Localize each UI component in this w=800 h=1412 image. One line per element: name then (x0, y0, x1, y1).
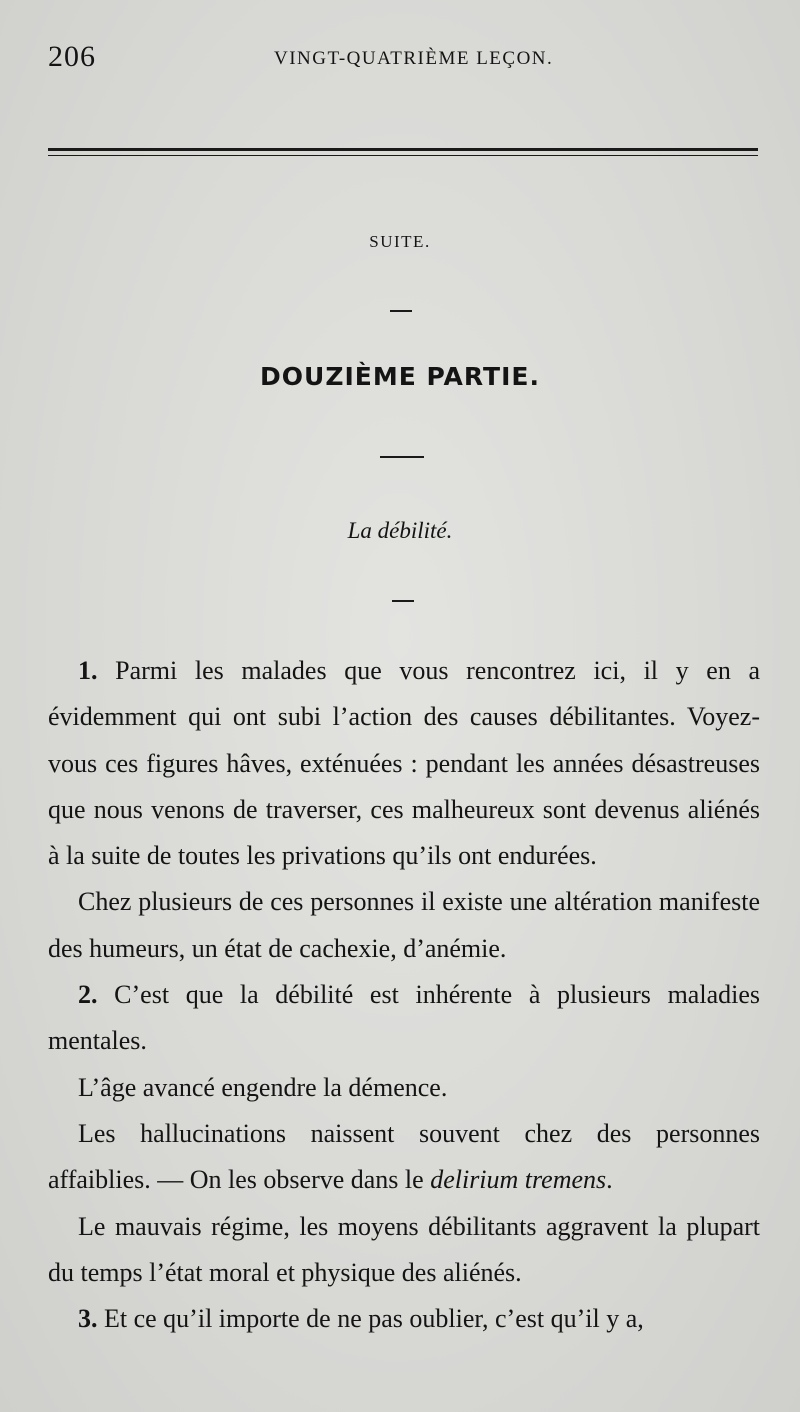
paragraph-text: Le mauvais régime, les moyens débilitants aggravent la plupart du temps l’état moral et physique des aliénés. (48, 1211, 760, 1287)
paragraph (48, 648, 760, 879)
divider-rule (380, 456, 424, 458)
paragraph-text: Les hallucinations naissent souvent chez des personnes affaiblies. — On les observe dans le (48, 1118, 760, 1195)
running-title: VINGT-QUATRIÈME LEÇON. (274, 48, 554, 69)
paragraph-text: Et ce qu’il importe de ne pas oublier, c’est qu’il y a, (97, 1304, 644, 1334)
paragraph-number: 1. (78, 656, 98, 685)
page-header (48, 40, 760, 80)
page-number: 206 (48, 40, 96, 73)
body-text (48, 648, 760, 1342)
italic-term: delirium tremens (430, 1165, 607, 1195)
paragraph (48, 1204, 760, 1297)
divider-rule (390, 310, 412, 312)
paragraph (48, 972, 760, 1065)
paragraph (48, 1111, 760, 1204)
paragraph-text: L’âge avancé engendre la démence. (78, 1072, 448, 1102)
header-double-rule (48, 148, 758, 156)
paragraph (48, 879, 760, 972)
paragraph-text-end: . (606, 1165, 613, 1195)
paragraph (48, 1065, 760, 1111)
paragraph-text: Parmi les malades que vous rencontrez ici, il y en a évidemment qui ont subi l’action des causes débilitantes. Voyez-vous ces figures hâves, exténuées : pendant les années désastreuses que nous venons de traverser, ces malheureux sont devenus aliénés à la suite de toutes les privations qu’ils ont endurées. (48, 656, 760, 871)
paragraph-text: Chez plusieurs de ces personnes il existe une altération manifeste des humeurs, un état de cachexie, d’anémie. (48, 887, 760, 963)
paragraph-number: 3. (78, 1304, 98, 1334)
paragraph-text: C’est que la débilité est inhérente à plusieurs maladies mentales. (48, 980, 760, 1056)
paragraph-number: 2. (78, 980, 98, 1010)
divider-rule (392, 600, 414, 602)
suite-label: SUITE. (369, 232, 431, 251)
section-title: La débilité. (347, 518, 453, 543)
paragraph (48, 1296, 760, 1342)
part-title: DOUZIÈME PARTIE. (260, 362, 540, 391)
